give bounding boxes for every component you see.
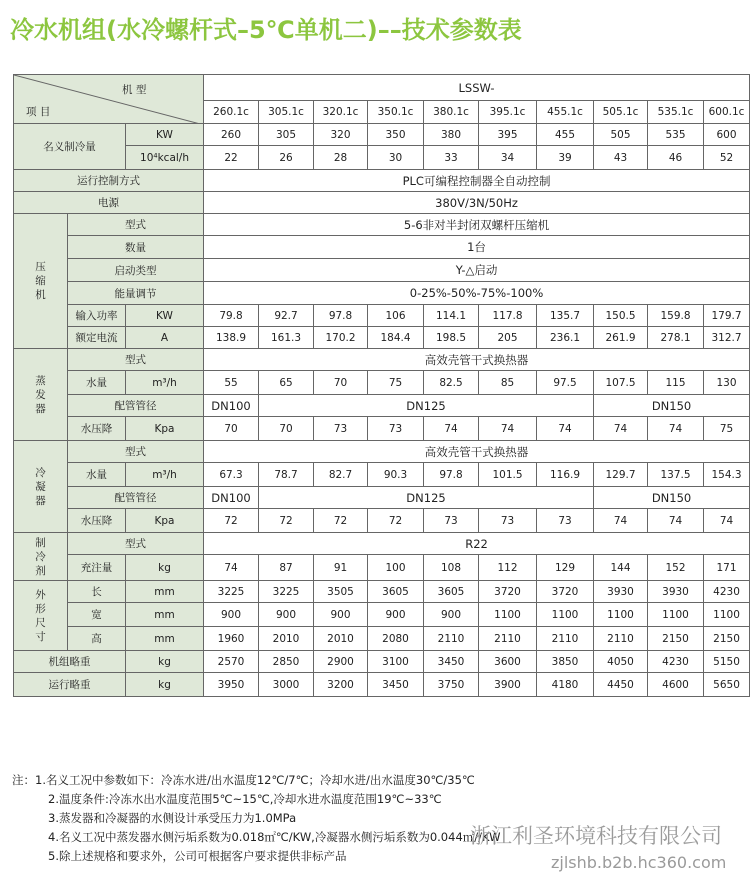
value-cell: 78.7 [259, 463, 314, 487]
power-label: 电源 [14, 192, 204, 214]
drop-label: 水压降 [68, 417, 126, 441]
capacity-label: 名义制冷量 [14, 124, 126, 170]
unit-weight-label: 机组略重 [14, 651, 126, 673]
unit-cell: KW [126, 305, 204, 327]
value-cell: 33 [424, 146, 479, 170]
evaporator-type-row [14, 349, 750, 371]
run-weight-row [14, 673, 750, 697]
evaporator-drop-row [14, 417, 750, 441]
value-cell: 3450 [368, 673, 424, 697]
control-value: PLC可编程控制器全自动控制 [204, 170, 750, 192]
value-cell: 82.5 [424, 371, 479, 395]
value-cell: 144 [594, 555, 648, 581]
value-cell: 2010 [259, 627, 314, 651]
evaporator-type-value: 高效壳管干式换热器 [204, 349, 750, 371]
notes-section [12, 771, 501, 866]
value-cell: 184.4 [368, 327, 424, 349]
value-cell: 205 [479, 327, 537, 349]
value-cell: 1100 [537, 603, 594, 627]
value-cell: 152 [648, 555, 704, 581]
value-cell: 320 [314, 124, 368, 146]
value-cell: 2110 [479, 627, 537, 651]
page-title: 冷水机组(水冷螺杆式–5℃单机二)––技术参数表 [10, 16, 522, 44]
value-cell: 70 [204, 417, 259, 441]
value-cell: 900 [204, 603, 259, 627]
value-cell: 73 [368, 417, 424, 441]
value-cell: 137.5 [648, 463, 704, 487]
value-cell: 108 [424, 555, 479, 581]
value-cell: 312.7 [704, 327, 750, 349]
value-cell: 3600 [479, 651, 537, 673]
value-cell: 129.7 [594, 463, 648, 487]
value-cell: 3930 [648, 581, 704, 603]
compressor-input-row [14, 305, 750, 327]
dimension-length-row [14, 581, 750, 603]
value-cell: 3225 [259, 581, 314, 603]
unit-cell: KW [126, 124, 204, 146]
value-cell: 117.8 [479, 305, 537, 327]
value-cell: 3200 [314, 673, 368, 697]
value-cell: 3605 [424, 581, 479, 603]
pipe-value: DN125 [259, 395, 594, 417]
compressor-type-label: 型式 [68, 214, 204, 236]
model-cell: 305.1c [259, 101, 314, 124]
value-cell: 72 [204, 509, 259, 533]
value-cell: 65 [259, 371, 314, 395]
value-cell: 129 [537, 555, 594, 581]
value-cell: 135.7 [537, 305, 594, 327]
value-cell: 4230 [704, 581, 750, 603]
compressor-qty-row [14, 236, 750, 259]
value-cell: 170.2 [314, 327, 368, 349]
pipe-value: DN100 [204, 487, 259, 509]
value-cell: 2110 [594, 627, 648, 651]
model-cell: 380.1c [424, 101, 479, 124]
value-cell: 97.8 [424, 463, 479, 487]
value-cell: 97.5 [537, 371, 594, 395]
refrigerant-group-label: 制 冷 剂 [14, 533, 68, 581]
value-cell: 114.1 [424, 305, 479, 327]
compressor-cap-row [14, 282, 750, 305]
note-line: 注：1.名义工况中参数如下：冷冻水进/出水温度12℃/7℃；冷却水进/出水温度30℃/35℃ [12, 773, 475, 787]
compressor-type-value: 5-6非对半封闭双螺杆压缩机 [204, 214, 750, 236]
value-cell: 74 [537, 417, 594, 441]
series-cell: LSSW- [204, 75, 750, 101]
value-cell: 900 [259, 603, 314, 627]
value-cell: 3750 [424, 673, 479, 697]
compressor-qty-value: 1台 [204, 236, 750, 259]
condenser-type-row [14, 441, 750, 463]
compressor-start-label: 启动类型 [68, 259, 204, 282]
value-cell: 43 [594, 146, 648, 170]
width-label: 宽 [68, 603, 126, 627]
compressor-cap-label: 能量调节 [68, 282, 204, 305]
run-weight-label: 运行略重 [14, 673, 126, 697]
value-cell: 73 [537, 509, 594, 533]
pipe-value: DN150 [594, 395, 750, 417]
control-label: 运行控制方式 [14, 170, 204, 192]
value-cell: 260 [204, 124, 259, 146]
unit-cell: kg [126, 651, 204, 673]
value-cell: 72 [314, 509, 368, 533]
value-cell: 4230 [648, 651, 704, 673]
model-cell: 395.1c [479, 101, 537, 124]
value-cell: 900 [368, 603, 424, 627]
value-cell: 72 [368, 509, 424, 533]
refrigerant-type-value: R22 [204, 533, 750, 555]
value-cell: 3505 [314, 581, 368, 603]
refrigerant-charge-row [14, 555, 750, 581]
value-cell: 100 [368, 555, 424, 581]
unit-cell: Kpa [126, 417, 204, 441]
value-cell: 70 [314, 371, 368, 395]
value-cell: 74 [704, 509, 750, 533]
value-cell: 74 [594, 417, 648, 441]
value-cell: 97.8 [314, 305, 368, 327]
value-cell: 74 [648, 509, 704, 533]
value-cell: 3225 [204, 581, 259, 603]
dimension-height-row [14, 627, 750, 651]
model-cell: 505.1c [594, 101, 648, 124]
value-cell: 380 [424, 124, 479, 146]
value-cell: 55 [204, 371, 259, 395]
value-cell: 5150 [704, 651, 750, 673]
refrigerant-type-row [14, 533, 750, 555]
value-cell: 74 [594, 509, 648, 533]
value-cell: 72 [259, 509, 314, 533]
value-cell: 3950 [204, 673, 259, 697]
value-cell: 2110 [424, 627, 479, 651]
value-cell: 130 [704, 371, 750, 395]
value-cell: 4600 [648, 673, 704, 697]
dimensions-group-label: 外 形 尺 寸 [14, 581, 68, 651]
drop-label: 水压降 [68, 509, 126, 533]
condenser-group-label: 冷 凝 器 [14, 441, 68, 533]
control-row [14, 170, 750, 192]
value-cell: 2850 [259, 651, 314, 673]
value-cell: 3450 [424, 651, 479, 673]
value-cell: 2900 [314, 651, 368, 673]
value-cell: 138.9 [204, 327, 259, 349]
value-cell: 395 [479, 124, 537, 146]
unit-cell: mm [126, 603, 204, 627]
value-cell: 1100 [479, 603, 537, 627]
flow-label: 水量 [68, 371, 126, 395]
unit-cell: kg [126, 673, 204, 697]
unit-cell: A [126, 327, 204, 349]
value-cell: 171 [704, 555, 750, 581]
value-cell: 3605 [368, 581, 424, 603]
value-cell: 1960 [204, 627, 259, 651]
model-cell: 320.1c [314, 101, 368, 124]
spec-table [13, 74, 750, 697]
unit-weight-row [14, 651, 750, 673]
power-value: 380V/3N/50Hz [204, 192, 750, 214]
item-label: 项 目 [26, 106, 51, 118]
value-cell: 2110 [537, 627, 594, 651]
value-cell: 106 [368, 305, 424, 327]
value-cell: 150.5 [594, 305, 648, 327]
evaporator-pipe-row [14, 395, 750, 417]
model-cell: 535.1c [648, 101, 704, 124]
header-corner-cell [14, 75, 204, 124]
company-watermark: 浙江利圣环境科技有限公司 [470, 824, 722, 848]
value-cell: 3720 [479, 581, 537, 603]
value-cell: 28 [314, 146, 368, 170]
value-cell: 107.5 [594, 371, 648, 395]
compressor-current-row [14, 327, 750, 349]
value-cell: 112 [479, 555, 537, 581]
compressor-type-row [14, 214, 750, 236]
value-cell: 46 [648, 146, 704, 170]
value-cell: 74 [648, 417, 704, 441]
note-line: 5.除上述规格和要求外，公司可根据客户要求提供非标产品 [48, 849, 347, 863]
value-cell: 305 [259, 124, 314, 146]
model-cell: 350.1c [368, 101, 424, 124]
value-cell: 73 [314, 417, 368, 441]
unit-cell: m³/h [126, 463, 204, 487]
value-cell: 350 [368, 124, 424, 146]
value-cell: 179.7 [704, 305, 750, 327]
compressor-start-row [14, 259, 750, 282]
unit-cell: mm [126, 627, 204, 651]
value-cell: 30 [368, 146, 424, 170]
charge-label: 充注量 [68, 555, 126, 581]
condenser-drop-row [14, 509, 750, 533]
note-line: 3.蒸发器和冷凝器的水侧设计承受压力为1.0MPa [48, 811, 297, 825]
value-cell: 74 [424, 417, 479, 441]
value-cell: 52 [704, 146, 750, 170]
model-label: 机 型 [122, 84, 147, 96]
value-cell: 236.1 [537, 327, 594, 349]
value-cell: 198.5 [424, 327, 479, 349]
value-cell: 1100 [704, 603, 750, 627]
compressor-start-value: Y-△启动 [204, 259, 750, 282]
value-cell: 2150 [648, 627, 704, 651]
unit-cell: 10⁴kcal/h [126, 146, 204, 170]
pipe-label: 配管管径 [68, 487, 204, 509]
value-cell: 505 [594, 124, 648, 146]
value-cell: 2010 [314, 627, 368, 651]
value-cell: 2080 [368, 627, 424, 651]
value-cell: 3720 [537, 581, 594, 603]
pipe-value: DN150 [594, 487, 750, 509]
value-cell: 74 [479, 417, 537, 441]
value-cell: 900 [314, 603, 368, 627]
power-row [14, 192, 750, 214]
value-cell: 91 [314, 555, 368, 581]
value-cell: 92.7 [259, 305, 314, 327]
value-cell: 70 [259, 417, 314, 441]
value-cell: 600 [704, 124, 750, 146]
value-cell: 261.9 [594, 327, 648, 349]
value-cell: 85 [479, 371, 537, 395]
value-cell: 116.9 [537, 463, 594, 487]
website-watermark: zjlshb.b2b.hc360.com [551, 853, 727, 872]
value-cell: 34 [479, 146, 537, 170]
compressor-cap-value: 0-25%-50%-75%-100% [204, 282, 750, 305]
dimension-width-row [14, 603, 750, 627]
model-cell: 455.1c [537, 101, 594, 124]
note-line: 2.温度条件:冷冻水出水温度范围5℃~15℃,冷却水进水温度范围19℃~33℃ [48, 792, 442, 806]
value-cell: 900 [424, 603, 479, 627]
condenser-type-value: 高效壳管干式换热器 [204, 441, 750, 463]
value-cell: 67.3 [204, 463, 259, 487]
value-cell: 159.8 [648, 305, 704, 327]
compressor-qty-label: 数量 [68, 236, 204, 259]
value-cell: 115 [648, 371, 704, 395]
value-cell: 101.5 [479, 463, 537, 487]
value-cell: 75 [368, 371, 424, 395]
value-cell: 278.1 [648, 327, 704, 349]
note-line: 4.名义工况中蒸发器水侧污垢系数为0.018㎡℃/KW,冷凝器水侧污垢系数为0.044㎡//KW [48, 830, 501, 844]
pipe-value: DN100 [204, 395, 259, 417]
model-cell: 260.1c [204, 101, 259, 124]
value-cell: 4450 [594, 673, 648, 697]
value-cell: 3000 [259, 673, 314, 697]
value-cell: 79.8 [204, 305, 259, 327]
height-label: 高 [68, 627, 126, 651]
condenser-type-label: 型式 [68, 441, 204, 463]
condenser-flow-row [14, 463, 750, 487]
value-cell: 3850 [537, 651, 594, 673]
unit-cell: mm [126, 581, 204, 603]
value-cell: 3100 [368, 651, 424, 673]
unit-cell: m³/h [126, 371, 204, 395]
value-cell: 39 [537, 146, 594, 170]
value-cell: 75 [704, 417, 750, 441]
value-cell: 4180 [537, 673, 594, 697]
evaporator-flow-row [14, 371, 750, 395]
value-cell: 3930 [594, 581, 648, 603]
current-label: 额定电流 [68, 327, 126, 349]
compressor-group-label: 压 缩 机 [14, 214, 68, 349]
value-cell: 154.3 [704, 463, 750, 487]
value-cell: 1100 [648, 603, 704, 627]
value-cell: 455 [537, 124, 594, 146]
evaporator-type-label: 型式 [68, 349, 204, 371]
input-label: 输入功率 [68, 305, 126, 327]
unit-cell: kg [126, 555, 204, 581]
value-cell: 2570 [204, 651, 259, 673]
value-cell: 82.7 [314, 463, 368, 487]
value-cell: 26 [259, 146, 314, 170]
flow-label: 水量 [68, 463, 126, 487]
evaporator-group-label: 蒸 发 器 [14, 349, 68, 441]
condenser-pipe-row [14, 487, 750, 509]
value-cell: 87 [259, 555, 314, 581]
value-cell: 1100 [594, 603, 648, 627]
value-cell: 74 [204, 555, 259, 581]
value-cell: 161.3 [259, 327, 314, 349]
pipe-value: DN125 [259, 487, 594, 509]
value-cell: 90.3 [368, 463, 424, 487]
unit-cell: Kpa [126, 509, 204, 533]
value-cell: 4050 [594, 651, 648, 673]
pipe-label: 配管管径 [68, 395, 204, 417]
value-cell: 73 [479, 509, 537, 533]
value-cell: 535 [648, 124, 704, 146]
value-cell: 22 [204, 146, 259, 170]
length-label: 长 [68, 581, 126, 603]
value-cell: 73 [424, 509, 479, 533]
value-cell: 5650 [704, 673, 750, 697]
model-cell: 600.1c [704, 101, 750, 124]
value-cell: 3900 [479, 673, 537, 697]
value-cell: 2150 [704, 627, 750, 651]
refrigerant-type-label: 型式 [68, 533, 204, 555]
capacity-kw-row [14, 124, 750, 146]
